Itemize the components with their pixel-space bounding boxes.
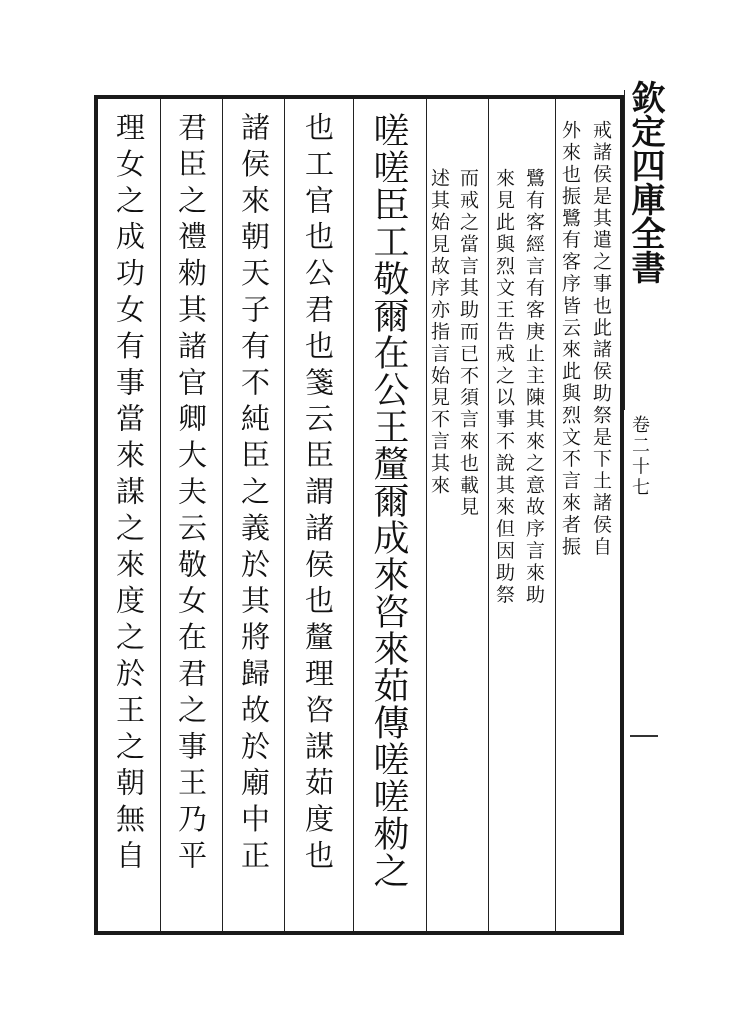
- text-column: 來見此與烈文王告戒之以事不說其來但因助祭: [493, 168, 515, 606]
- column-rule: [284, 99, 285, 931]
- volume-label: 卷二十七: [629, 415, 650, 499]
- column-rule: [222, 99, 223, 931]
- text-column: 述其始見故序亦指言始見不言其來: [428, 168, 450, 497]
- column-rule: [426, 99, 427, 931]
- text-column: 理女之成功女有事當來謀之來度之於王之朝無自: [112, 112, 146, 877]
- book-title: 欽定四庫全書: [625, 80, 665, 284]
- text-column: 嗟嗟臣工敬爾在公王釐爾成來咨來茹傳嗟嗟勑之: [368, 112, 409, 889]
- column-rule: [160, 99, 161, 931]
- margin-stub: [630, 735, 658, 737]
- column-rule: [488, 99, 489, 931]
- text-column: 鷺有客經言有客庚止主陳其來之意故序言來助: [523, 168, 545, 606]
- text-column: 戒諸侯是其遣之事也此諸侯助祭是下土諸侯自: [590, 120, 612, 558]
- text-column: 諸侯來朝天子有不純臣之義於其將歸故於廟中正: [237, 112, 271, 877]
- column-rule: [555, 99, 556, 931]
- text-column: 也工官也公君也箋云臣謂諸侯也釐理咨謀茹度也: [301, 112, 335, 877]
- text-column: 君臣之禮勑其諸官卿大夫云敬女在君之事王乃平: [174, 112, 208, 877]
- text-column: 而戒之當言其助而已不須言來也載見: [457, 168, 479, 519]
- column-rule: [353, 99, 354, 931]
- text-column: 外來也振鷺有客序皆云來此與烈文不言來者振: [559, 120, 581, 558]
